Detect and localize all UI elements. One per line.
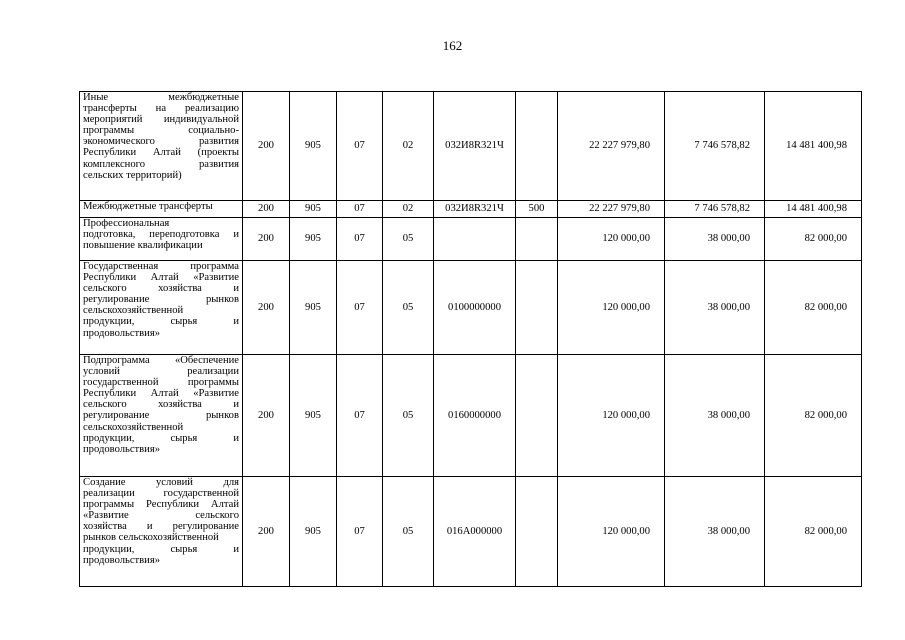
name-line: программы Республики Алтай <box>83 499 239 511</box>
name-line: сельских территорий) <box>83 169 182 181</box>
name-line: продукции, сырья и <box>83 316 239 328</box>
name-line: комплексного развития <box>83 158 239 170</box>
name-line: Республики Алтай «Развитие <box>83 272 239 284</box>
name-line: сельского хозяйства и <box>83 399 239 411</box>
table-row <box>80 218 862 261</box>
chapter-code-cell: 905 <box>290 92 337 201</box>
subsection-code-cell: 02 <box>383 201 434 218</box>
target-article-cell: 032И8R321Ч <box>434 92 516 201</box>
name-line: реализации государственной <box>83 488 239 500</box>
expense-type-cell <box>516 261 558 355</box>
name-line: продовольствия» <box>83 327 161 339</box>
name-line: подготовка, переподготовка и <box>83 229 239 241</box>
subsection-code-cell: 05 <box>383 477 434 587</box>
target-article-cell: 016А000000 <box>434 477 516 587</box>
amount-total-cell: 120 000,00 <box>558 218 665 261</box>
subsection-code-cell: 05 <box>383 261 434 355</box>
name-line: Иные межбюджетные <box>83 92 239 103</box>
amount-total-cell: 22 227 979,80 <box>558 201 665 218</box>
name-line: продукции, сырья и <box>83 432 239 444</box>
chapter-code-cell: 905 <box>290 355 337 477</box>
amount-3-cell: 14 481 400,98 <box>765 92 862 201</box>
subsection-code-cell: 05 <box>383 355 434 477</box>
name-line: условий реализации <box>83 366 239 378</box>
name-line: продовольствия» <box>83 554 161 566</box>
amount-2-cell: 38 000,00 <box>665 477 765 587</box>
amount-3-cell: 14 481 400,98 <box>765 201 862 218</box>
target-article-cell: 032И8R321Ч <box>434 201 516 218</box>
name-line: Республики Алтай «Развитие <box>83 388 239 400</box>
name-line: хозяйства и регулирование <box>83 521 239 533</box>
row-name-cell <box>80 201 243 218</box>
chapter-code-cell: 905 <box>290 261 337 355</box>
subsection-code-cell: 05 <box>383 218 434 261</box>
amount-2-cell: 38 000,00 <box>665 355 765 477</box>
subsection-code-cell: 02 <box>383 92 434 201</box>
name-line: Республики Алтай (проекты <box>83 147 239 159</box>
amount-2-cell: 38 000,00 <box>665 261 765 355</box>
name-line: сельского хозяйства и <box>83 283 239 295</box>
section-code-cell: 07 <box>337 261 383 355</box>
name-line: продукции, сырья и <box>83 543 239 555</box>
amount-3-cell: 82 000,00 <box>765 261 862 355</box>
name-line: повышение квалификации <box>83 240 203 252</box>
name-line: Межбюджетные трансферты <box>83 201 213 212</box>
table-row <box>80 92 862 201</box>
section-code-cell: 07 <box>337 477 383 587</box>
section-code-cell: 07 <box>337 355 383 477</box>
name-line: сельскохозяйственной <box>83 305 184 317</box>
name-line: Создание условий для <box>83 477 239 488</box>
amount-total-cell: 120 000,00 <box>558 477 665 587</box>
row-name-cell <box>80 261 243 355</box>
expense-type-cell <box>516 218 558 261</box>
target-article-cell: 0160000000 <box>434 355 516 477</box>
budget-table <box>79 91 862 587</box>
amount-2-cell: 7 746 578,82 <box>665 201 765 218</box>
expense-type-cell <box>516 355 558 477</box>
name-line: регулирование рынков <box>83 410 239 422</box>
table-row <box>80 201 862 218</box>
name-line: рынков сельскохозяйственной <box>83 532 219 544</box>
ministry-code-cell: 200 <box>243 218 290 261</box>
name-line: регулирование рынков <box>83 294 239 306</box>
name-line: Государственная программа <box>83 261 239 272</box>
ministry-code-cell: 200 <box>243 201 290 218</box>
chapter-code-cell: 905 <box>290 218 337 261</box>
chapter-code-cell: 905 <box>290 477 337 587</box>
ministry-code-cell: 200 <box>243 477 290 587</box>
target-article-cell <box>434 218 516 261</box>
name-line: сельскохозяйственной <box>83 421 184 433</box>
expense-type-cell: 500 <box>516 201 558 218</box>
amount-3-cell: 82 000,00 <box>765 355 862 477</box>
table-row <box>80 261 862 355</box>
table-row <box>80 477 862 587</box>
expense-type-cell <box>516 92 558 201</box>
name-line: Подпрограмма «Обеспечение <box>83 355 239 366</box>
amount-2-cell: 7 746 578,82 <box>665 92 765 201</box>
ministry-code-cell: 200 <box>243 92 290 201</box>
target-article-cell: 0100000000 <box>434 261 516 355</box>
section-code-cell: 07 <box>337 201 383 218</box>
ministry-code-cell: 200 <box>243 261 290 355</box>
row-name-cell <box>80 218 243 261</box>
amount-2-cell: 38 000,00 <box>665 218 765 261</box>
amount-total-cell: 120 000,00 <box>558 355 665 477</box>
section-code-cell: 07 <box>337 92 383 201</box>
row-name-cell <box>80 92 243 201</box>
name-line: мероприятий индивидуальной <box>83 114 239 126</box>
amount-total-cell: 120 000,00 <box>558 261 665 355</box>
expense-type-cell <box>516 477 558 587</box>
page-number: 162 <box>442 38 463 53</box>
amount-3-cell: 82 000,00 <box>765 218 862 261</box>
row-name-cell <box>80 477 243 587</box>
name-line: государственной программы <box>83 377 239 389</box>
name-line: трансферты на реализацию <box>83 103 239 115</box>
name-line: программы социально- <box>83 125 239 137</box>
name-line: «Развитие сельского <box>83 510 239 522</box>
row-name-cell <box>80 355 243 477</box>
chapter-code-cell: 905 <box>290 201 337 218</box>
amount-3-cell: 82 000,00 <box>765 477 862 587</box>
name-line: Профессиональная <box>83 218 170 229</box>
amount-total-cell: 22 227 979,80 <box>558 92 665 201</box>
name-line: экономического развития <box>83 136 239 148</box>
ministry-code-cell: 200 <box>243 355 290 477</box>
name-line: продовольствия» <box>83 443 161 455</box>
table-row <box>80 355 862 477</box>
section-code-cell: 07 <box>337 218 383 261</box>
